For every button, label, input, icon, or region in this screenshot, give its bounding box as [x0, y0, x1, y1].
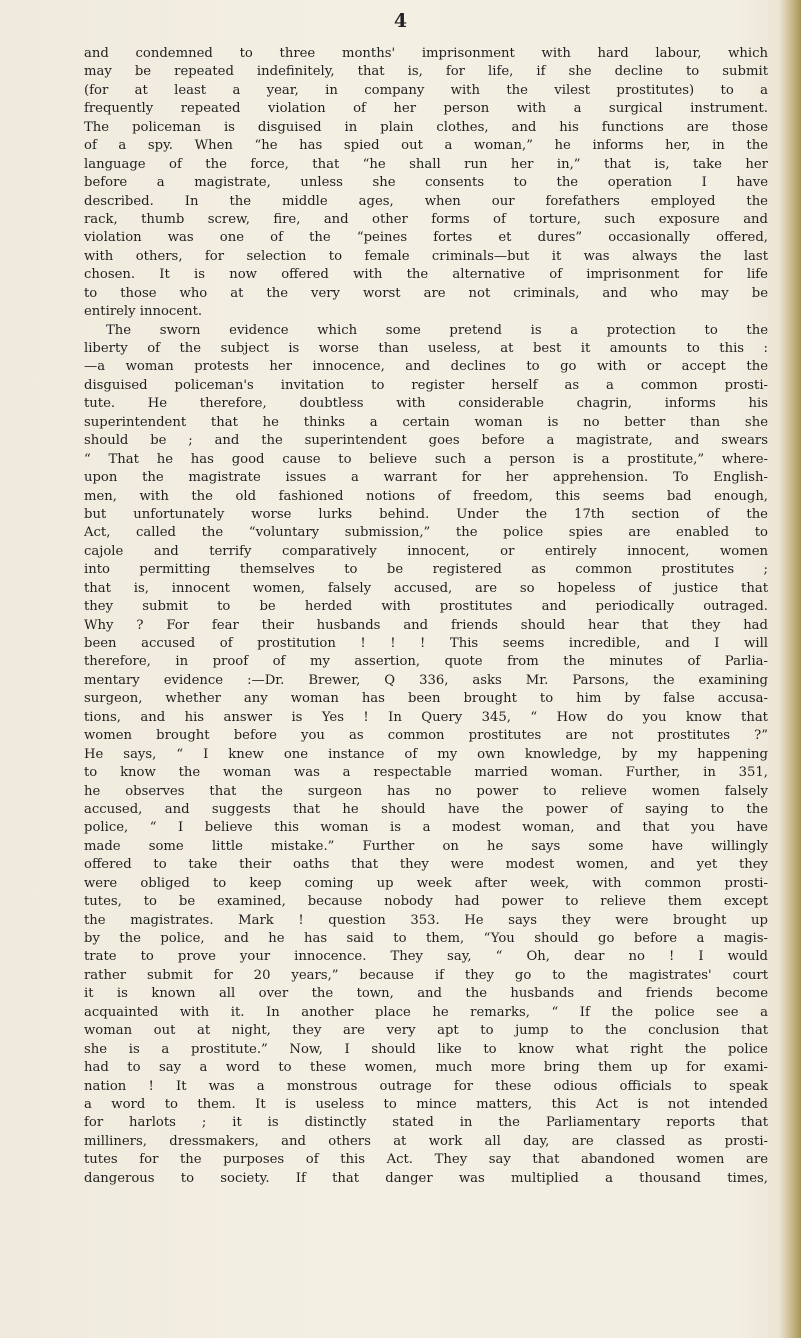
text-line: trate to prove your innocence. They say, “ Oh, dear no ! I would	[84, 949, 768, 965]
text-line: women brought before you as common prostitutes are not prostitutes ?”	[84, 728, 768, 744]
text-line: cajole and terrify comparatively innocent, or entirely innocent, women	[84, 543, 768, 559]
text-line: accused, and suggests that he should have the power of saying to the	[84, 801, 768, 817]
text-line: been accused of prostitution ! ! ! This seems incredible, and I will	[84, 636, 768, 651]
paragraph	[84, 45, 768, 322]
text-line: disguised policeman's invitation to register herself as a common prosti-	[84, 377, 768, 393]
text-line: that is, innocent women, falsely accused, are so hopeless of justice that	[84, 580, 768, 596]
text-line: were obliged to keep coming up week after week, with common prosti-	[84, 875, 768, 891]
text-line: into permitting themselves to be registered as common prostitutes ;	[84, 562, 768, 578]
text-line: may be repeated indefinitely, that is, for life, if she decline to submit	[84, 64, 768, 80]
text-line: tions, and his answer is Yes ! In Query 345, “ How do you know that	[84, 709, 768, 725]
text-line: rather submit for 20 years,” because if they go to the magistrates' court	[84, 967, 768, 983]
text-line: they submit to be herded with prostitutes and periodically outraged.	[84, 599, 768, 615]
text-line: it is known all over the town, and the husbands and friends become	[84, 986, 768, 1002]
text-line: he observes that the surgeon has no power to relieve women falsely	[84, 783, 768, 799]
text-line: should be ; and the superintendent goes before a magistrate, and swears	[84, 433, 768, 449]
text-line: mentary evidence :—Dr. Brewer, Q 336, asks Mr. Parsons, the examining	[84, 672, 768, 688]
text-line: woman out at night, they are very apt to jump to the conclusion that	[84, 1023, 768, 1039]
text-line: police, “ I believe this woman is a modest woman, and that you have	[84, 820, 768, 836]
text-line: and condemned to three months' imprisonment with hard labour, which	[84, 46, 768, 61]
text-line: nation ! It was a monstrous outrage for these odious officials to speak	[84, 1078, 768, 1094]
text-line: of a spy. When “he has spied out a woman,” he informs her, in the	[84, 138, 768, 154]
text-line: milliners, dressmakers, and others at work all day, are classed as prosti-	[84, 1133, 768, 1149]
text-line: tutes for the purposes of this Act. They say that abandoned women are	[84, 1152, 768, 1168]
page-edge-shadow	[779, 0, 801, 1338]
text-line: by the police, and he has said to them, “You should go before a magis-	[84, 931, 768, 946]
text-line: men, with the old fashioned notions of freedom, this seems bad enough,	[84, 488, 768, 504]
text-line: to know the woman was a respectable married woman. Further, in 351,	[84, 765, 768, 781]
text-line: frequently repeated violation of her person with a surgical instrument.	[84, 101, 768, 117]
text-line: surgeon, whether any woman has been brought to him by false accusa-	[84, 691, 768, 707]
text-line: before a magistrate, unless she consents to the operation I have	[84, 175, 768, 191]
text-line: Act, called the “voluntary submission,” the police spies are enabled to	[84, 525, 768, 541]
text-line: the magistrates. Mark ! question 353. He says they were brought up	[84, 912, 768, 928]
body-text	[84, 45, 768, 1188]
text-line: made some little mistake.” Further on he says some have willingly	[84, 838, 768, 854]
text-line: described. In the middle ages, when our forefathers employed the	[84, 193, 768, 209]
text-line: entirely innocent.	[84, 304, 203, 320]
text-line: —a woman protests her innocence, and declines to go with or accept the	[84, 359, 768, 375]
text-line: acquainted with it. In another place he remarks, “ If the police see a	[84, 1004, 768, 1020]
text-line: had to say a word to these women, much more bring them up for exami-	[84, 1060, 768, 1076]
text-line: she is a prostitute.” Now, I should like to know what right the police	[84, 1041, 768, 1057]
text-line: (for at least a year, in company with the vilest prostitutes) to a	[84, 82, 768, 98]
text-line: therefore, in proof of my assertion, quote from the minutes of Parlia-	[84, 654, 768, 670]
text-line: but unfortunately worse lurks behind. Under the 17th section of the	[84, 506, 768, 522]
text-line: to those who at the very worst are not criminals, and who may be	[84, 285, 768, 301]
paragraph	[84, 322, 768, 1189]
text-line: with others, for selection to female criminals—but it was always the last	[84, 248, 768, 264]
text-line: “ That he has good cause to believe such a person is a prostitute,” where-	[84, 451, 768, 467]
text-line: He says, “ I knew one instance of my own knowledge, by my happening	[84, 746, 768, 762]
text-line: rack, thumb screw, fire, and other forms of torture, such exposure and	[84, 211, 768, 227]
text-line: The policeman is disguised in plain clothes, and his functions are those	[84, 119, 768, 135]
page-number: 4	[393, 10, 408, 32]
text-line: The sworn evidence which some pretend is a protection to the	[106, 322, 768, 338]
text-line: for harlots ; it is distinctly stated in the Parliamentary reports that	[84, 1115, 768, 1131]
text-line: violation was one of the “peines fortes et dures” occasionally offered,	[84, 230, 768, 246]
text-line: dangerous to society. If that danger was multiplied a thousand times,	[84, 1170, 768, 1186]
text-line: liberty of the subject is worse than useless, at best it amounts to this :	[84, 341, 768, 356]
text-line: upon the magistrate issues a warrant for her apprehension. To English-	[84, 470, 768, 486]
text-line: a word to them. It is useless to mince matters, this Act is not intended	[84, 1096, 768, 1112]
text-line: chosen. It is now offered with the alternative of imprisonment for life	[84, 267, 768, 283]
text-line: offered to take their oaths that they were modest women, and yet they	[84, 857, 768, 873]
text-line: tutes, to be examined, because nobody had power to relieve them except	[84, 894, 768, 910]
text-line: language of the force, that “he shall run her in,” that is, take her	[84, 156, 768, 172]
text-line: Why ? For fear their husbands and friends should hear that they had	[84, 617, 768, 633]
text-line: superintendent that he thinks a certain woman is no better than she	[84, 414, 768, 430]
text-line: tute. He therefore, doubtless with considerable chagrin, informs his	[84, 396, 768, 412]
